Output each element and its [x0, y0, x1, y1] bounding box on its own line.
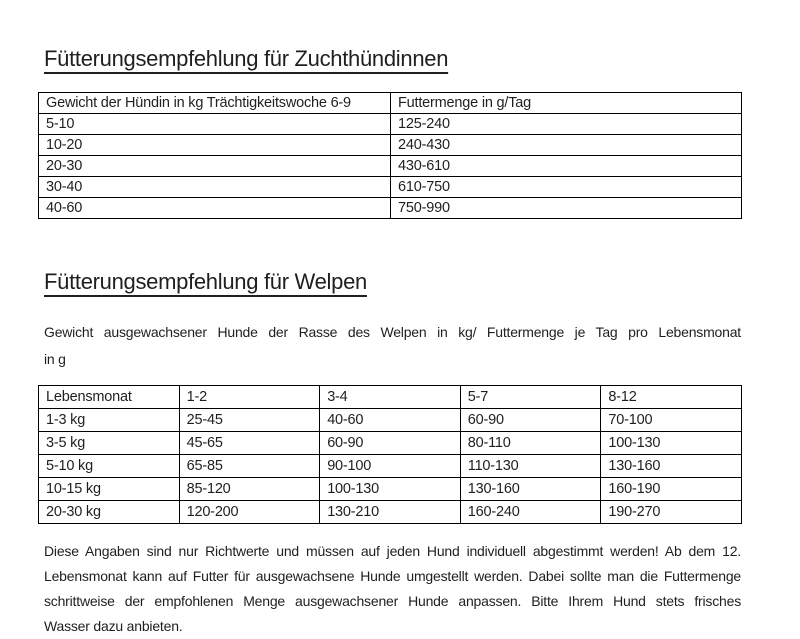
table-cell: 30-40 [39, 177, 391, 198]
table-cell: 90-100 [320, 455, 461, 478]
table-cell: 40-60 [320, 409, 461, 432]
breeding-bitches-table [38, 92, 742, 219]
table-cell: 85-120 [179, 478, 320, 501]
table-cell: 750-990 [391, 198, 742, 219]
table-cell: 20-30 [39, 156, 391, 177]
table-row [39, 135, 742, 156]
table-cell: 100-130 [601, 432, 742, 455]
table-cell: 130-160 [460, 478, 601, 501]
section2-heading: Fütterungsempfehlung für Welpen [44, 269, 367, 294]
table-cell: 80-110 [460, 432, 601, 455]
table-cell: 130-210 [320, 501, 461, 524]
table-cell: 70-100 [601, 409, 742, 432]
table-header-cell: 8-12 [601, 386, 742, 409]
table-cell: 100-130 [320, 478, 461, 501]
table-cell: 65-85 [179, 455, 320, 478]
table-cell: 430-610 [391, 156, 742, 177]
table-cell: 60-90 [460, 409, 601, 432]
table-row [39, 409, 742, 432]
table-cell: 610-750 [391, 177, 742, 198]
table-cell: 190-270 [601, 501, 742, 524]
table-row [39, 198, 742, 219]
table-cell: 110-130 [460, 455, 601, 478]
text-line: Wasser dazu anbieten. [44, 618, 183, 634]
puppy-table-caption [44, 319, 741, 373]
table-header-cell: 1-2 [179, 386, 320, 409]
table-cell: 60-90 [320, 432, 461, 455]
table-cell: 130-160 [601, 455, 742, 478]
table-cell: 160-190 [601, 478, 742, 501]
table-row [39, 114, 742, 135]
table-cell: 45-65 [179, 432, 320, 455]
table-header-cell: Lebensmonat [39, 386, 180, 409]
table-row [39, 501, 742, 524]
table-cell: 120-200 [179, 501, 320, 524]
table-row [39, 156, 742, 177]
table-header-cell: Gewicht der Hündin in kg Trächtigkeitswoche 6-9 [39, 93, 391, 114]
text-line: Diese Angaben sind nur Richtwerte und müssen auf jeden Hund individuell abgestimmt werden! Ab dem 12. [44, 543, 741, 559]
table-header-cell: 5-7 [460, 386, 601, 409]
table-cell: 125-240 [391, 114, 742, 135]
text-line: schrittweise der empfohlenen Menge ausgewachsener Hunde anpassen. Bitte Ihrem Hund stets frisches [44, 593, 741, 609]
puppy-feeding-table [38, 385, 742, 524]
table-row [39, 478, 742, 501]
table-cell: 10-20 [39, 135, 391, 156]
table-cell: 40-60 [39, 198, 391, 219]
table-header-cell: Futtermenge in g/Tag [391, 93, 742, 114]
table-cell: 160-240 [460, 501, 601, 524]
text-line: Lebensmonat kann auf Futter für ausgewachsene Hunde umgestellt werden. Dabei sollte man die Futtermenge [44, 568, 741, 584]
table-cell: 10-15 kg [39, 478, 180, 501]
table-header-cell: 3-4 [320, 386, 461, 409]
table-cell: 5-10 kg [39, 455, 180, 478]
table-row [39, 177, 742, 198]
table-cell: 3-5 kg [39, 432, 180, 455]
table-cell: 20-30 kg [39, 501, 180, 524]
table-cell: 25-45 [179, 409, 320, 432]
table-cell: 1-3 kg [39, 409, 180, 432]
text-line: in g [44, 351, 66, 367]
table-row [39, 455, 742, 478]
text-line: Gewicht ausgewachsener Hunde der Rasse des Welpen in kg/ Futtermenge je Tag pro Lebensmonat [44, 324, 741, 340]
section1-heading: Fütterungsempfehlung für Zuchthündinnen [44, 46, 449, 71]
table-row [39, 432, 742, 455]
table-cell: 5-10 [39, 114, 391, 135]
table-header-row [39, 386, 742, 409]
table-cell: 240-430 [391, 135, 742, 156]
table-header-row [39, 93, 742, 114]
footnote [44, 539, 741, 639]
